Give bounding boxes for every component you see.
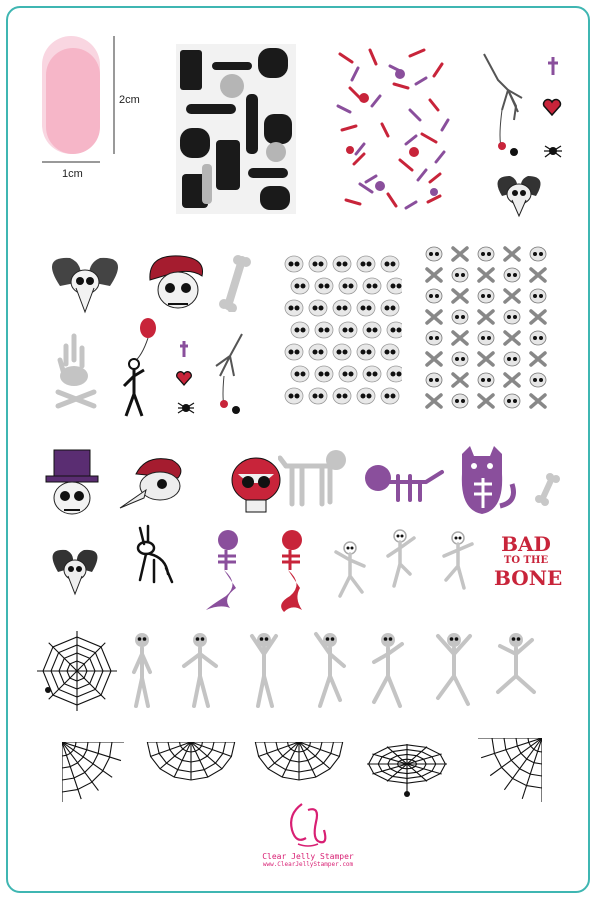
skull-crossbones-grid	[424, 244, 548, 420]
dancing-skeleton-1	[330, 540, 370, 600]
brand-logo	[248, 800, 368, 868]
bone-icon	[218, 254, 252, 312]
skeleton-row-icon	[124, 628, 570, 712]
height-scale-label: 2cm	[119, 94, 140, 106]
spider-web-icon	[478, 738, 542, 802]
spider-web-icon	[146, 742, 236, 782]
cross-icon	[546, 56, 560, 76]
spider-web-corner-large	[34, 628, 120, 714]
skull-pattern-icon	[282, 252, 402, 412]
balloon-skeleton	[114, 316, 174, 426]
cat-skeleton-lying	[360, 456, 446, 510]
skeleton-icon	[438, 530, 478, 590]
bones-pattern-icon	[176, 44, 296, 214]
cat-skeleton-sitting	[452, 444, 522, 518]
slogan-line-3: BONE	[494, 566, 563, 590]
dancing-skeleton-2	[380, 528, 420, 590]
ram-skull-icon	[486, 170, 552, 218]
spider-web-icon	[254, 742, 344, 782]
bone-gray	[218, 254, 252, 312]
plague-doctor-skull	[116, 454, 196, 514]
spider-web-4	[364, 742, 450, 798]
crossbones-hand	[40, 330, 110, 410]
cjs-monogram-icon	[278, 800, 338, 852]
bone-icon	[534, 472, 560, 506]
heart-icon	[542, 98, 562, 116]
ram-skull-top	[486, 170, 552, 218]
spider-web-5	[478, 738, 542, 802]
spider-small-2	[176, 400, 196, 416]
cross-icon	[178, 340, 190, 358]
bone-small-right	[534, 472, 560, 506]
pompadour-skull	[140, 250, 210, 320]
cross-small	[546, 56, 560, 76]
slogan-line-2: TO THE	[503, 555, 549, 566]
nail-size-guide	[30, 34, 130, 184]
skull-icon	[140, 250, 210, 320]
skeleton-icon	[114, 316, 174, 426]
skeleton-icon	[380, 528, 420, 590]
brand-name: Clear Jelly Stamper	[262, 852, 354, 861]
ram-skull-icon	[42, 544, 108, 596]
nail-shape-icon	[30, 34, 130, 184]
skeleton-lineup	[124, 628, 570, 712]
skeleton-bones-pattern	[176, 44, 296, 214]
ram-skull-large	[40, 252, 130, 314]
cat-skeleton-icon	[360, 456, 446, 510]
spider-icon	[176, 400, 196, 416]
spider-icon	[542, 142, 564, 160]
cat-skeleton-icon	[452, 444, 522, 518]
scatter-bones-icon	[330, 44, 458, 214]
skull-grid	[282, 252, 402, 412]
heart-small-2	[175, 370, 193, 386]
skull-icon	[116, 454, 196, 514]
ram-skull-icon	[40, 252, 130, 314]
skeleton-hand-icon	[206, 332, 246, 418]
brand-url: www.ClearJellyStamper.com	[262, 861, 354, 868]
width-scale-label: 1cm	[62, 168, 83, 180]
cross-small-2	[178, 340, 190, 358]
mermaid-skeleton-icon	[264, 526, 320, 612]
spider-web-3	[254, 742, 344, 782]
spider-web-icon	[62, 742, 124, 802]
dancing-bones-pattern	[330, 44, 458, 214]
mermaid-skeleton-icon	[200, 526, 256, 612]
skull-crossbones-pattern-icon	[424, 244, 548, 420]
skeleton-hand	[478, 50, 528, 160]
mermaid-skeleton-red	[264, 526, 320, 612]
mermaid-skeleton-purple	[200, 526, 256, 612]
rabbit-skeleton	[126, 524, 178, 588]
heart-icon	[175, 370, 193, 386]
spider-web-1	[62, 742, 124, 802]
skull-icon	[42, 448, 102, 522]
spider-web-icon	[34, 628, 120, 714]
dog-skeleton-icon	[278, 444, 350, 514]
dog-skeleton	[278, 444, 350, 514]
dancing-skeleton-3	[438, 530, 478, 590]
skeleton-icon	[330, 540, 370, 600]
red-painted-skull	[228, 452, 284, 518]
skeleton-hand-icon	[478, 50, 528, 160]
skull-icon	[228, 452, 284, 518]
slogan-line-1: BAD	[501, 532, 551, 556]
ram-skull-row5	[42, 544, 108, 596]
spider-small-1	[542, 142, 564, 160]
skeleton-hand-small	[206, 332, 246, 418]
heart-small	[542, 98, 562, 116]
spider-web-2	[146, 742, 236, 782]
top-hat-skull	[42, 448, 102, 522]
rabbit-skeleton-icon	[126, 524, 178, 588]
skeleton-hand-icon	[40, 330, 110, 410]
spider-web-icon	[364, 742, 450, 798]
bad-to-the-bone-slogan	[494, 532, 563, 590]
